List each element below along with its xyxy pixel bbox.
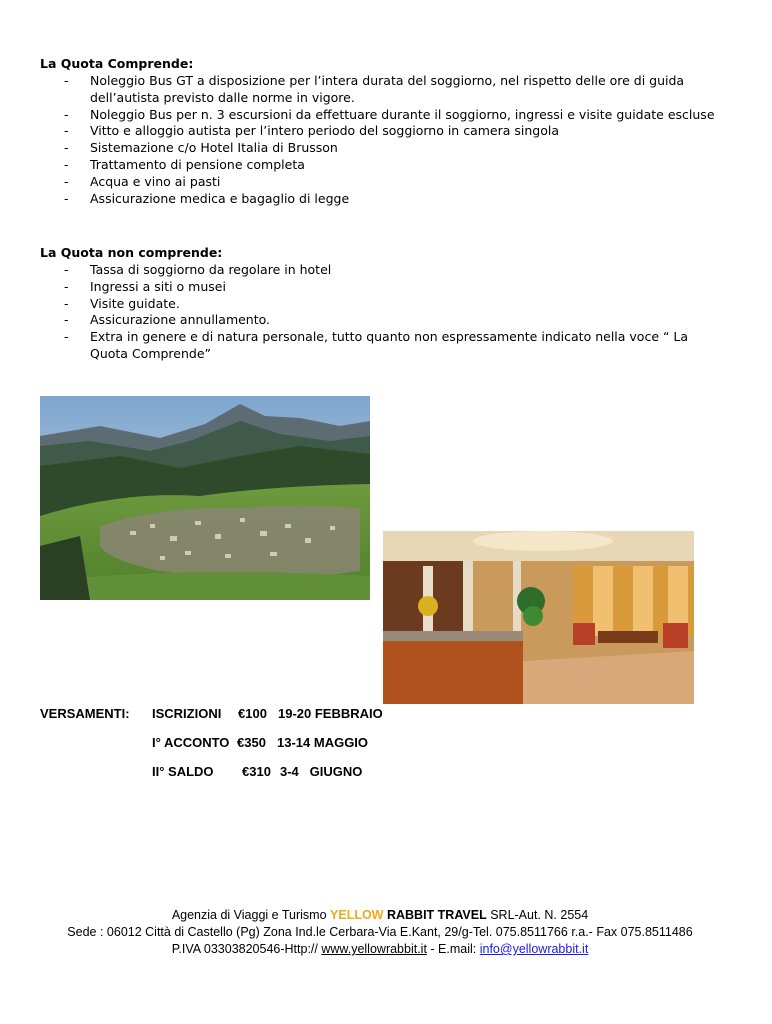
email-link[interactable]: info@yellowrabbit.it (479, 942, 589, 956)
payment-amount: €350 (237, 735, 266, 750)
payment-amount: €100 (238, 706, 267, 721)
footer-address-line: Sede : 06012 Città di Castello (Pg) Zona Ind.le Cerbara-Via E.Kant, 29/g-Tel. 075.8511766 r.a.- Fax 075.8511486 (67, 925, 693, 939)
list-item: - Trattamento di pensione completa (64, 156, 305, 172)
list-item: - Noleggio Bus GT a disposizione per l’intera durata del soggiorno, nel rispetto delle ore di guida dell’autista previsto dalle norme in vigore. (64, 73, 685, 105)
included-list (40, 73, 740, 207)
footer-agency-line: Agenzia di Viaggi e Turismo YELLOW RABBIT TRAVEL SRL-Aut. N. 2554 (171, 908, 589, 922)
list-item: - Vitto e alloggio autista per l’intero periodo del soggiorno in camera singola (64, 123, 560, 139)
payment-dates: 19-20 FEBBRAIO (278, 706, 383, 721)
payment-name: II° SALDO (152, 764, 214, 779)
list-item: - Assicurazione medica e bagaglio di legge (64, 190, 350, 206)
payment-name: I° ACCONTO (152, 735, 230, 750)
payment-dates: 3-4 GIUGNO (280, 764, 363, 779)
list-item: - Ingressi a siti o musei (64, 278, 226, 294)
brand-name: RABBIT TRAVEL (386, 908, 487, 922)
list-item: - Visite guidate. (64, 295, 180, 311)
list-item: - Noleggio Bus per n. 3 escursioni da effettuare durante il soggiorno, ingressi e visite guidate escluse (64, 106, 715, 122)
website-link[interactable]: www.yellowrabbit.it (321, 942, 427, 956)
payment-name: ISCRIZIONI (152, 706, 222, 721)
list-item: - Extra in genere e di natura personale, tutto quanto non espressamente indicato nella voce “ La Quota Comprende” (64, 329, 689, 361)
excluded-list (40, 262, 740, 363)
list-item: - Assicurazione annullamento. (64, 312, 271, 328)
payments-label: VERSAMENTI: (40, 706, 130, 721)
footer-contact-line: P.IVA 03303820546-Http:// www.yellowrabbit.it - E.mail: info@yellowrabbit.it (171, 942, 589, 956)
mountain-landscape-image (40, 396, 370, 600)
hotel-lobby-photo (383, 531, 694, 704)
excluded-title: La Quota non comprende: (40, 245, 223, 260)
included-title: La Quota Comprende: (40, 56, 194, 71)
list-item: - Sistemazione c/o Hotel Italia di Brusson (64, 140, 338, 156)
list-item: - Tassa di soggiorno da regolare in hotel (64, 262, 332, 277)
payment-amount: €310 (242, 764, 271, 779)
payment-dates: 13-14 MAGGIO (277, 735, 369, 750)
list-item: - Acqua e vino ai pasti (64, 173, 221, 189)
hotel-interior-image (383, 531, 694, 704)
mountain-village-photo (40, 396, 370, 600)
brand-yellow: YELLOW (330, 908, 384, 922)
